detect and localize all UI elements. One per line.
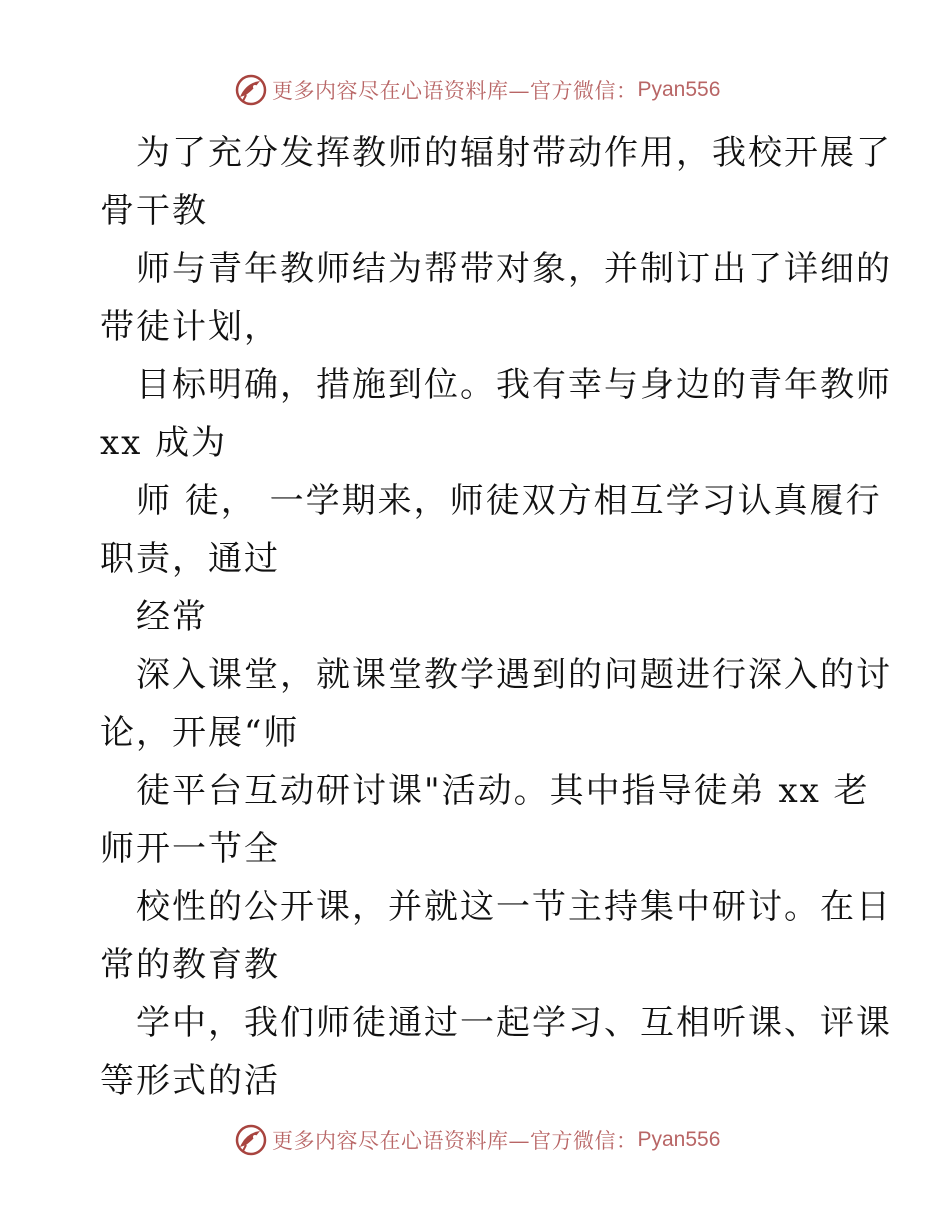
text-line: 经常 [136, 597, 208, 637]
text-line: 师 徒， 一学期来，师徒双方相互学习认真履行 [136, 481, 882, 521]
pen-logo-icon [234, 1123, 268, 1157]
text-line: 常的教育教 [100, 945, 280, 985]
footer-banner [234, 1120, 720, 1160]
header-banner [234, 70, 720, 110]
text-line: 徒平台互动研讨课"活动。其中指导徒弟 xx 老 [136, 771, 870, 811]
text-line: 带徒计划， [100, 307, 280, 347]
text-line: 骨干教 [100, 191, 208, 231]
header-banner-id: Pyan556 [637, 78, 721, 101]
body-text [100, 124, 892, 1110]
text-line: 目标明确，措施到位。我有幸与身边的青年教师 [136, 365, 892, 405]
footer-banner-id: Pyan556 [637, 1128, 721, 1151]
text-line: 等形式的活 [100, 1061, 280, 1101]
text-line: 职责，通过 [100, 539, 280, 579]
footer-banner-text: 更多内容尽在心语资料库—官方微信： [272, 1129, 638, 1153]
text-line: 为了充分发挥教师的辐射带动作用，我校开展了 [136, 133, 892, 173]
text-line: xx 成为 [100, 423, 228, 463]
pen-logo-icon [234, 73, 268, 107]
text-line: 师与青年教师结为帮带对象，并制订出了详细的 [136, 249, 892, 289]
text-line: 深入课堂，就课堂教学遇到的问题进行深入的讨 [136, 655, 892, 695]
text-line: 论，开展“师 [100, 713, 300, 753]
text-line: 学中，我们师徒通过一起学习、互相听课、评课 [136, 1003, 892, 1043]
text-line: 师开一节全 [100, 829, 280, 869]
header-banner-text: 更多内容尽在心语资料库—官方微信： [272, 79, 638, 103]
text-line: 校性的公开课，并就这一节主持集中研讨。在日 [136, 887, 892, 927]
